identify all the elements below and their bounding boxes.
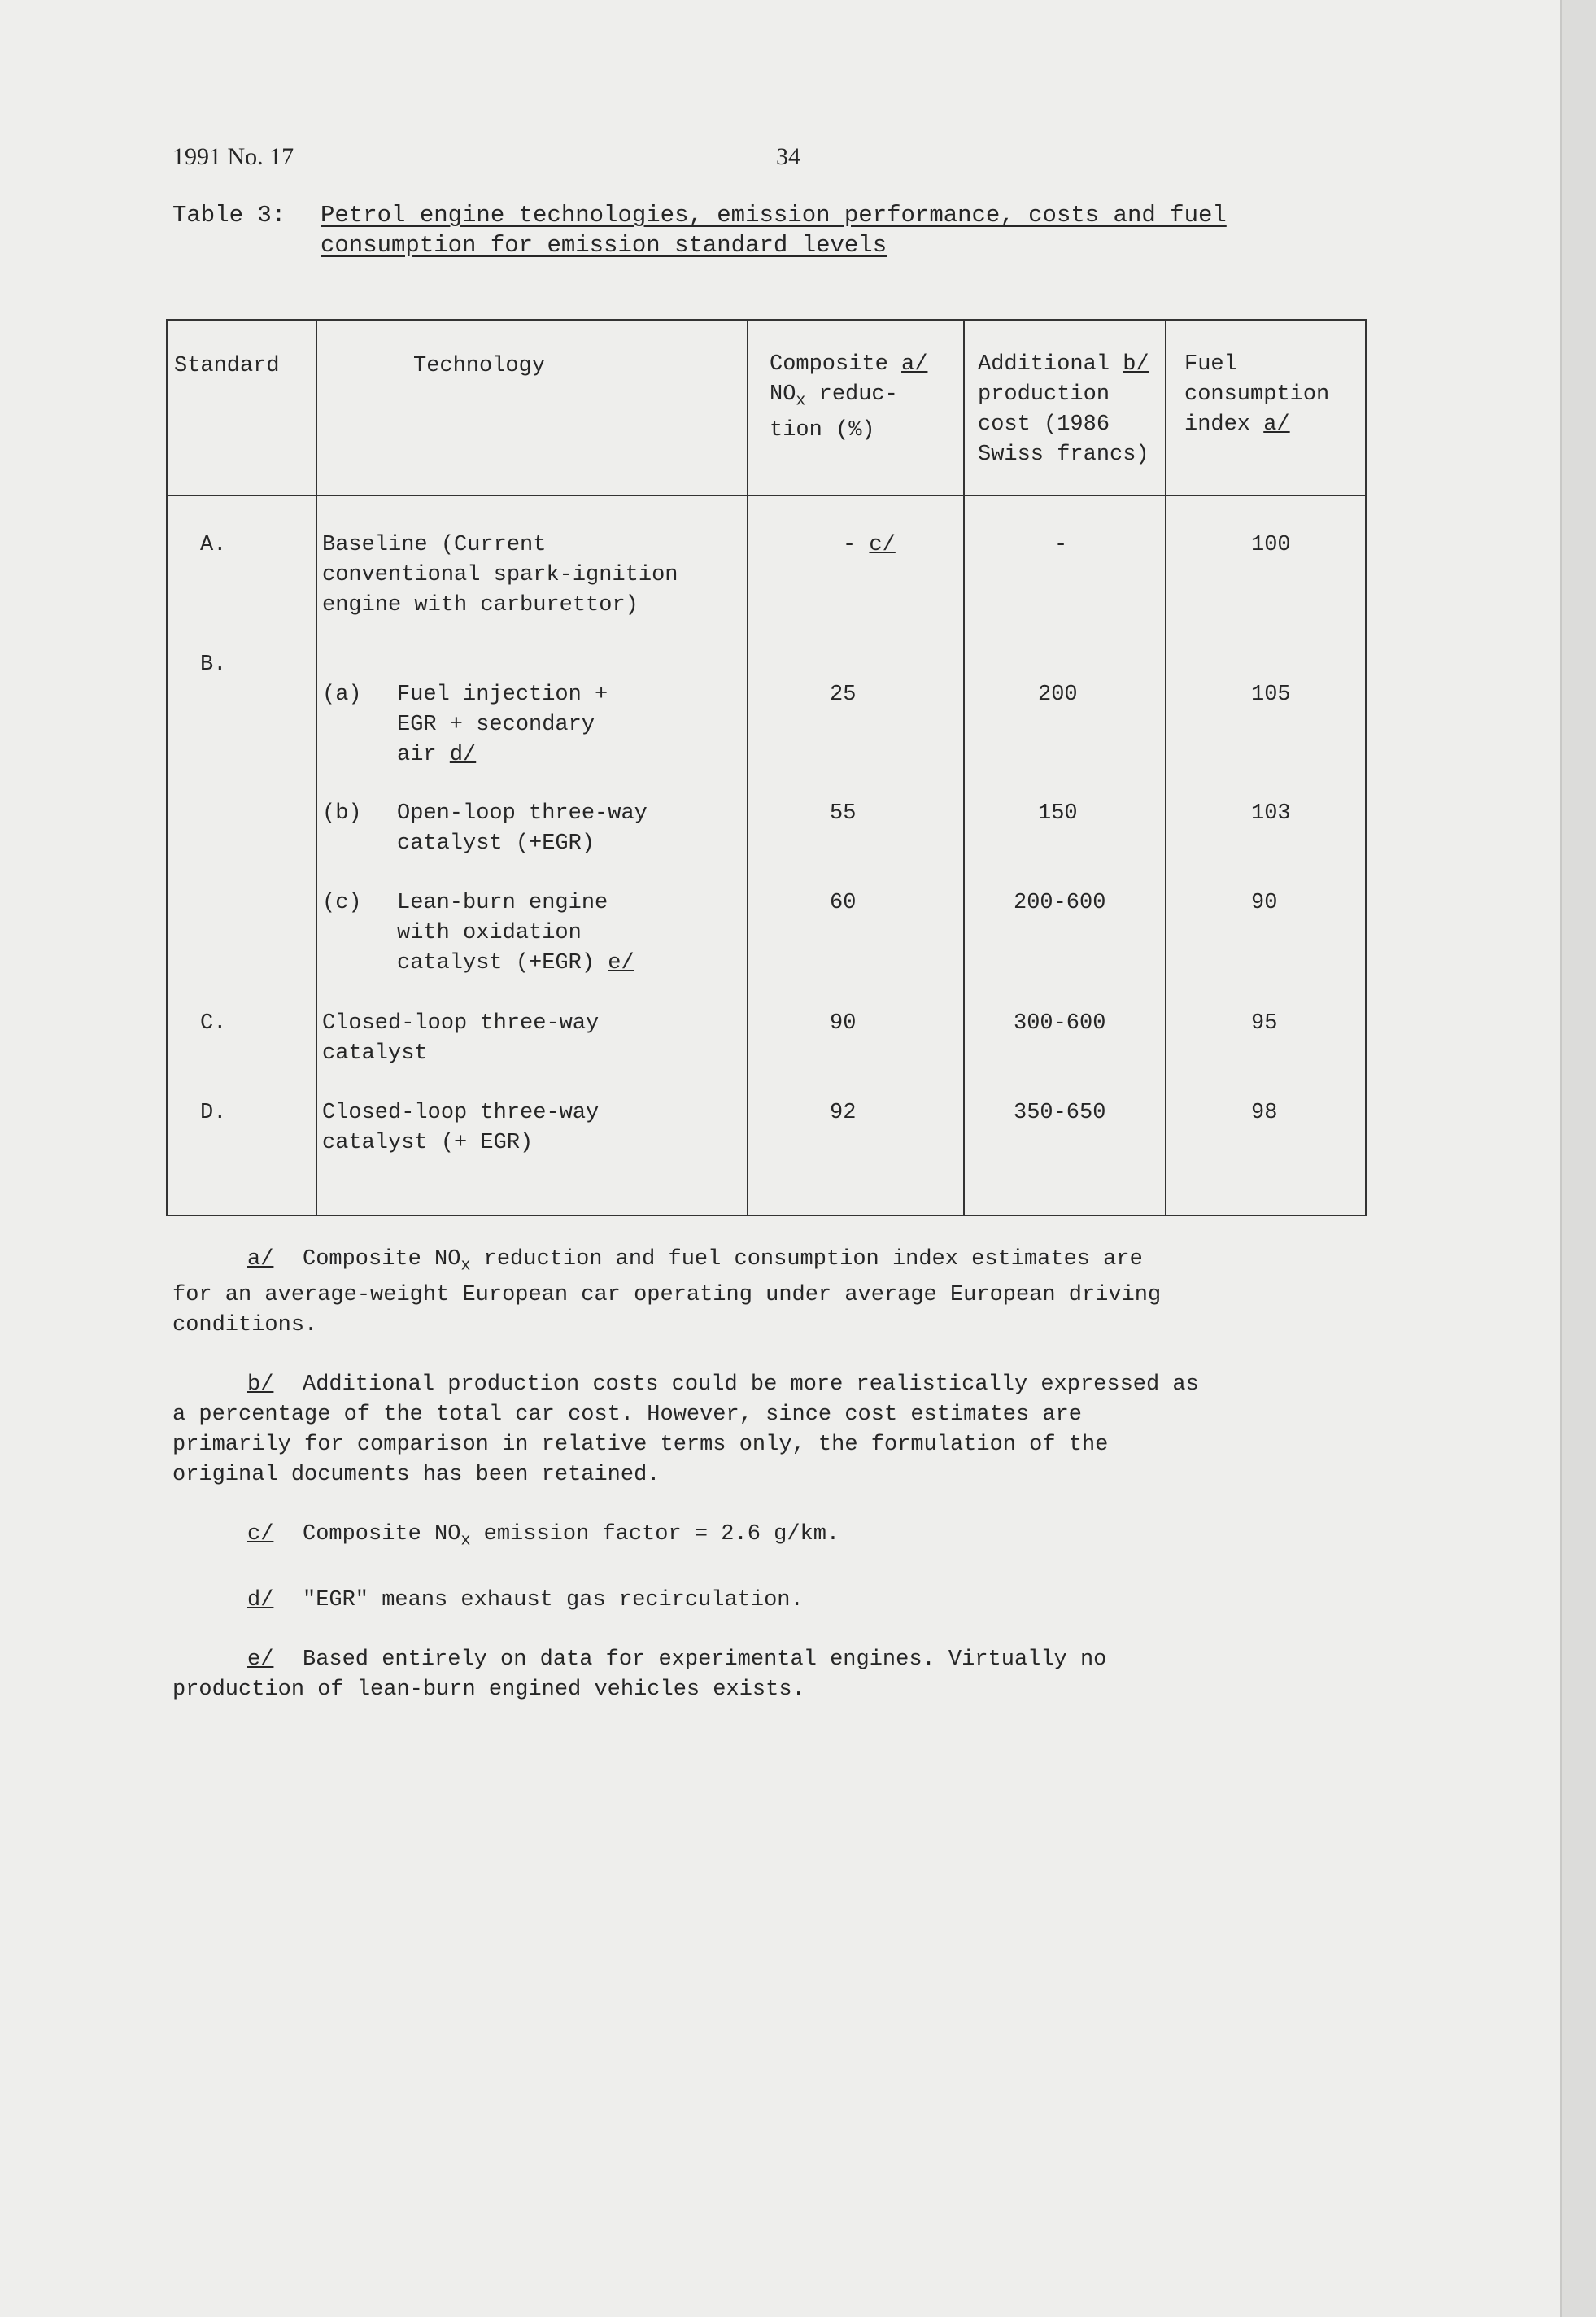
caption-label: Table 3:	[172, 202, 286, 229]
row-d-cost: 350-650	[1014, 1101, 1106, 1125]
header-nox-reduction: Composite a/ $NO_x$ reduc- tion (%)	[770, 352, 928, 443]
row-a-cost: -	[1054, 533, 1068, 557]
row-bb-nox: 55	[830, 801, 857, 826]
caption-title	[321, 200, 1459, 260]
caption-title-line-1: Petrol engine technologies, emission performance, costs and fuel	[321, 202, 1227, 229]
footnote-e	[172, 1645, 1336, 1705]
row-a-fuel: 100	[1251, 533, 1291, 557]
row-d-fuel: 98	[1251, 1101, 1278, 1125]
row-a-technology: Baseline (Current conventional spark-ignition engine with carburettor)	[322, 533, 678, 617]
row-c-standard: C.	[200, 1011, 227, 1036]
footnote-a	[172, 1245, 1336, 1341]
footnote-line: conditions.	[172, 1313, 318, 1338]
header-technology: Technology	[413, 354, 546, 378]
document-reference: 1991 No. 17	[172, 143, 294, 170]
row-a-nox: - c/	[843, 533, 896, 557]
row-bc-nox: 60	[830, 891, 857, 915]
row-bc-sublabel: (c)	[322, 891, 362, 915]
footnote-marker: c/	[247, 1522, 274, 1547]
footnote-line: e/ Based entirely on data for experimental engines. Virtually no	[172, 1645, 1336, 1675]
row-d-nox: 92	[830, 1101, 857, 1125]
row-bb-technology: Open-loop three-way catalyst (+EGR)	[397, 801, 648, 856]
row-c-technology: Closed-loop three-way catalyst	[322, 1011, 600, 1066]
row-a-standard: A.	[200, 533, 227, 557]
header-fuel-consumption: Fuel consumption index a/	[1184, 352, 1330, 437]
row-bc-cost: 200-600	[1014, 891, 1106, 915]
footnote-marker: b/	[247, 1372, 274, 1398]
row-bb-cost: 150	[1038, 801, 1078, 826]
header-production-cost: Additional b/ production cost (1986 Swiss francs)	[978, 352, 1149, 467]
row-d-standard: D.	[200, 1101, 227, 1125]
column-divider	[1165, 321, 1166, 1215]
row-ba-sublabel: (a)	[322, 683, 362, 707]
row-c-cost: 300-600	[1014, 1011, 1106, 1036]
row-bb-fuel: 103	[1251, 801, 1291, 826]
row-ba-fuel: 105	[1251, 683, 1291, 707]
caption-title-line-2: consumption for emission standard levels	[321, 232, 887, 259]
row-bb-sublabel: (b)	[322, 801, 362, 826]
row-ba-cost: 200	[1038, 683, 1078, 707]
footnote-line: for an average-weight European car operating under average European driving	[172, 1283, 1162, 1308]
header-standard: Standard	[174, 354, 280, 378]
footnote-line: d/ "EGR" means exhaust gas recirculation.	[172, 1586, 1336, 1616]
footnote-b	[172, 1370, 1336, 1490]
footnote-line: production of lean-burn engined vehicles exists.	[172, 1677, 805, 1702]
footnote-marker: a/	[247, 1247, 274, 1272]
footnote-line: a/ Composite $NO_x$ reduction and fuel consumption index estimates are	[172, 1245, 1336, 1281]
data-table	[166, 319, 1367, 1216]
column-divider	[316, 321, 317, 1215]
column-divider	[963, 321, 965, 1215]
row-c-fuel: 95	[1251, 1011, 1278, 1036]
footnote-marker: e/	[247, 1647, 274, 1672]
footnote-marker: d/	[247, 1587, 274, 1612]
footnote-line: c/ Composite $NO_x$ emission factor = 2.6 g/km.	[172, 1520, 1336, 1556]
row-ba-nox: 25	[830, 683, 857, 707]
column-divider	[747, 321, 748, 1215]
footnotes	[172, 1245, 1336, 1734]
row-ba-technology: Fuel injection + EGR + secondary air d/	[397, 683, 608, 767]
footnote-c	[172, 1520, 1336, 1556]
row-bc-fuel: 90	[1251, 891, 1278, 915]
row-c-nox: 90	[830, 1011, 857, 1036]
row-d-technology: Closed-loop three-way catalyst (+ EGR)	[322, 1101, 600, 1155]
page-number: 34	[776, 143, 800, 170]
footnote-d	[172, 1586, 1336, 1616]
page-edge	[1560, 0, 1596, 2317]
row-b-standard: B.	[200, 652, 227, 677]
footnote-line: primarily for comparison in relative terms only, the formulation of the	[172, 1433, 1109, 1458]
row-bc-technology: Lean-burn engine with oxidation catalyst (+EGR) e/	[397, 891, 634, 975]
footnote-line: original documents has been retained.	[172, 1463, 661, 1488]
footnote-line: a percentage of the total car cost. However, since cost estimates are	[172, 1403, 1082, 1428]
header-divider	[168, 495, 1365, 496]
footnote-line: b/ Additional production costs could be more realistically expressed as	[172, 1370, 1336, 1400]
